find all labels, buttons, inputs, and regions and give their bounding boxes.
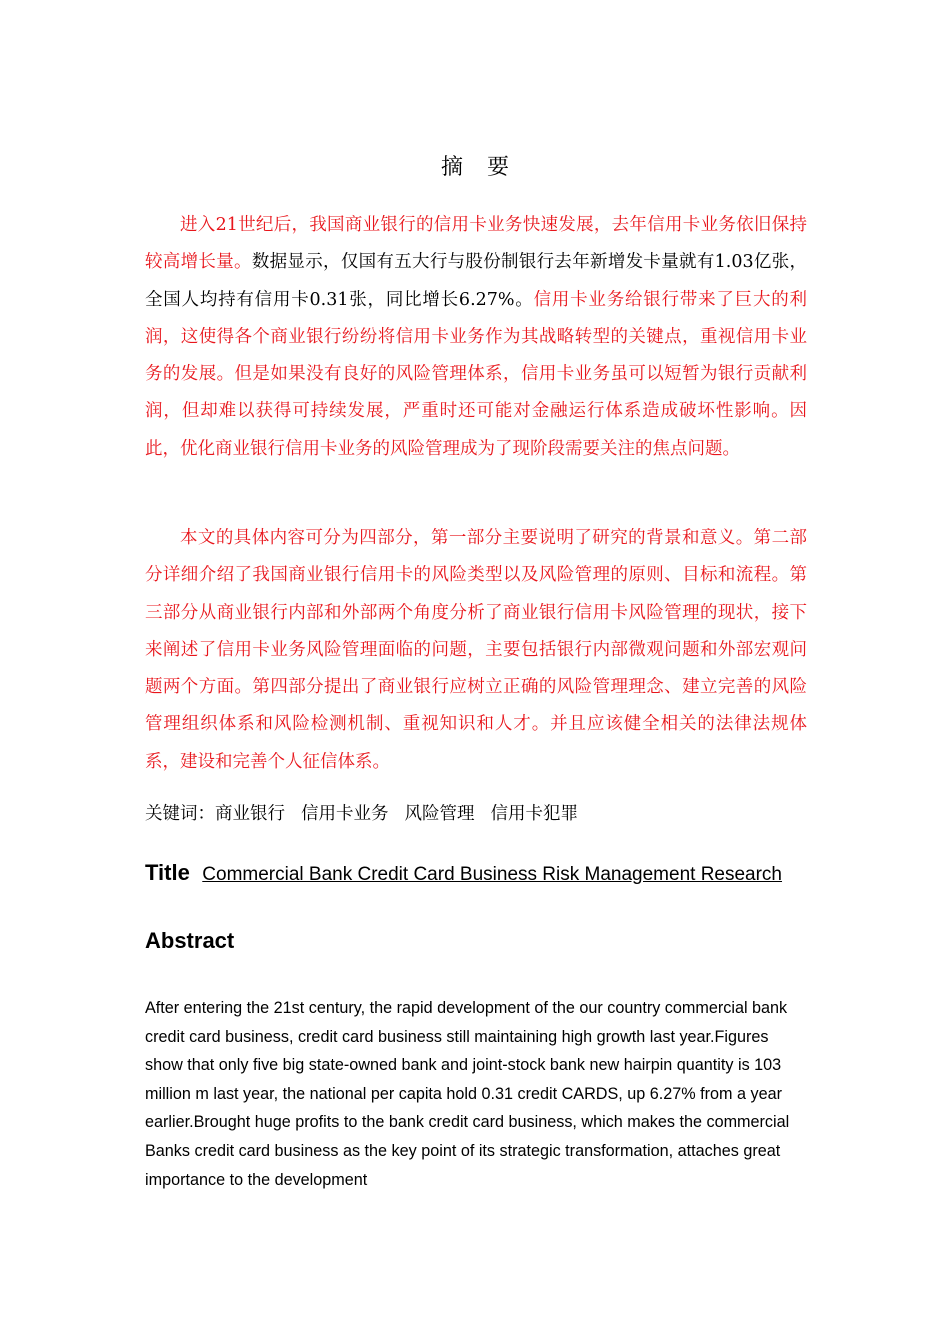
keyword-item: 商业银行 xyxy=(215,804,285,824)
keywords-line xyxy=(145,799,594,829)
english-abstract-paragraph: After entering the 21st century, the rapid development of the our country commercial bank credit card business, credit card business still maintaining high growth last year.Figures show that only five big state-owned bank and joint-stock bank new hairpin quantity is 103 million m last year, the national per capita hold 0.31 credit CARDS, up 6.27% from a year earlier.Brought huge profits to the bank credit card business, which makes the commercial Banks credit card business as the key point of its strategic transformation, attaches great importance to the development xyxy=(145,999,790,1189)
keyword-item: 信用卡业务 xyxy=(301,804,389,824)
chinese-abstract-paragraph-2 xyxy=(145,520,807,781)
highlighted-text: 本文的具体内容可分为四部分，第一部分主要说明了研究的背景和意义。 xyxy=(180,528,754,548)
keyword-item: 信用卡犯罪 xyxy=(490,804,578,824)
highlighted-text: 信用卡业务给银行带来了巨大的利润，这使得各个商业银行纷纷将信用卡业务作为其战略转型的关键点，重视信用卡业务的发展。但是如果没有良好的风险管理体系，信用卡业务虽可以短暂为银行贡献利润，但却难以获得可持续发展，严重时还可能对金融运行体系造成破坏性影响。因此，优化商业银行信用卡业务的风险管理成为了现阶段需要关注的焦点问题。 xyxy=(145,289,808,459)
keyword-item: 风险管理 xyxy=(404,804,475,824)
english-title-row xyxy=(145,860,815,886)
chinese-abstract-paragraph-1 xyxy=(145,207,807,468)
highlighted-text: 进入21世纪后，我国商业银行的信用卡业务快速发展，去年信用卡业务依旧保持较高增长量。 xyxy=(145,215,807,273)
chinese-abstract-heading: 摘要 xyxy=(440,155,533,180)
keywords-label: 关键词： xyxy=(145,804,215,824)
english-abstract-heading: Abstract xyxy=(145,928,235,953)
highlighted-text: 第二部分详细介绍了我国商业银行信用卡的风险类型以及风险管理的原则、目标和流程。第三部分从商业银行内部和外部两个角度分析了商业银行信用卡风险管理的现状，接下来阐述了信用卡业务风险管理面临的问题，主要包括银行内部微观问题和外部宏观问题两个方面。第四部分提出了商业银行应树立正确的风险管理理念、建立完善的风险管理组织体系和风险检测机制、重视知识和人才。并且应该健全相关的法律法规体系，建设和完善个人征信体系。 xyxy=(145,528,808,772)
english-title-text: Commercial Bank Credit Card Business Risk Management Research xyxy=(202,864,783,885)
english-title-label: Title xyxy=(145,860,190,885)
plain-text: 数据显示，仅国有五大行与股份制银行去年新增发卡量就有1.03亿张，全国人均持有信用卡0.31张，同比增长6.27%。 xyxy=(145,252,808,310)
